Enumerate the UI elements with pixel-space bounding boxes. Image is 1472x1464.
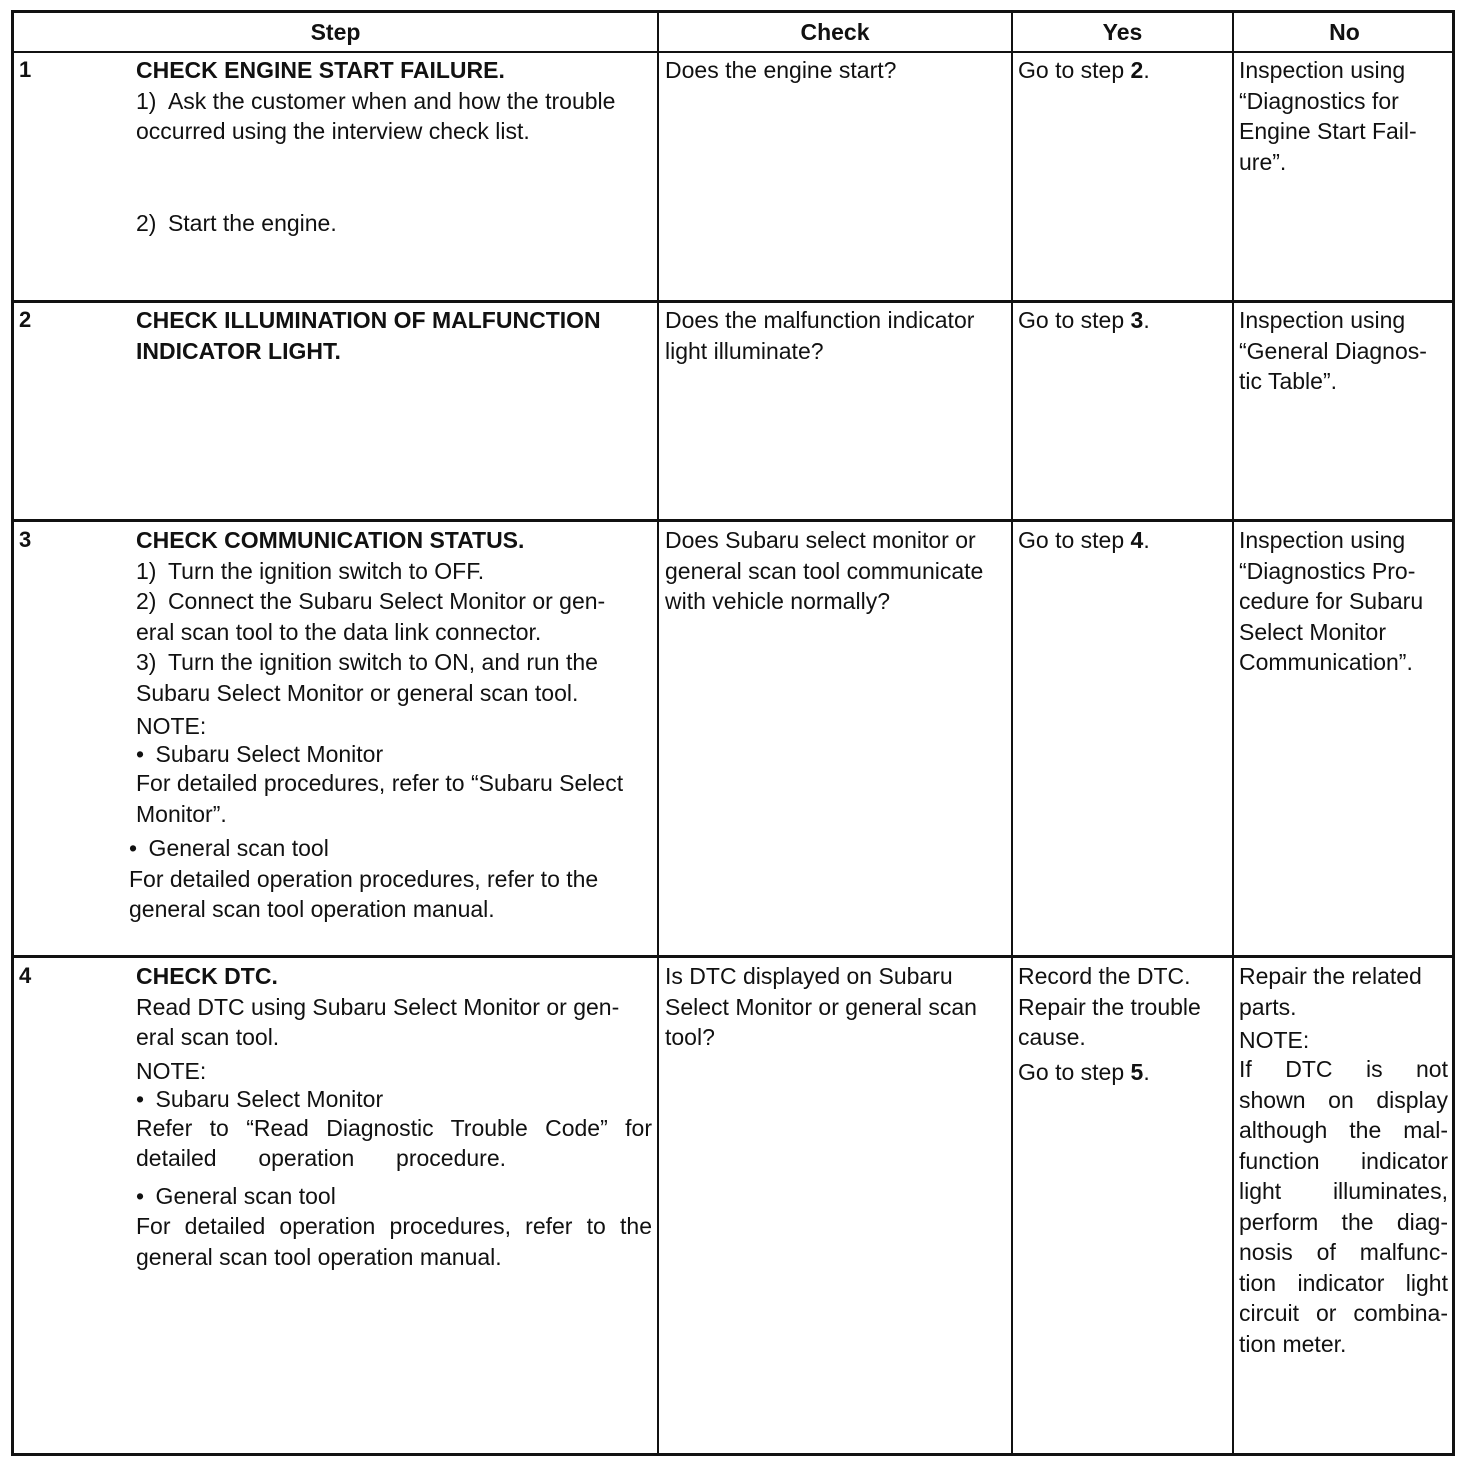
step-title: CHECK COMMUNICATION STATUS. [136, 527, 525, 553]
note-label: NOTE: [136, 1057, 207, 1084]
check-line: Does Subaru select monitor or [665, 527, 976, 553]
note-bullet: • General scan tool [136, 1182, 336, 1209]
check-content [665, 305, 974, 366]
yes-goto: Go to step 5. [1018, 1058, 1150, 1085]
no-line: “Diagnostics Pro- [1239, 557, 1416, 584]
no-line: Inspection using [1239, 307, 1406, 333]
no-line: “General Diagnos- [1239, 337, 1427, 364]
header-step: Step [310, 19, 361, 45]
yes-line: Record the DTC. [1018, 963, 1191, 989]
row-divider [14, 300, 1452, 303]
step-content [136, 961, 652, 1272]
no-note-line: circuit or combina- [1239, 1300, 1448, 1326]
yes-goto: Go to step 2. [1018, 57, 1150, 83]
step-content [129, 525, 624, 925]
column-divider [1011, 13, 1013, 1453]
note-line: general scan tool operation manual. [129, 896, 495, 922]
no-line: Inspection using [1239, 527, 1406, 553]
no-note-line: tion meter. [1239, 1330, 1347, 1357]
step-number: 3 [19, 527, 32, 552]
note-bullet: • Subaru Select Monitor [136, 741, 384, 767]
note-line: general scan tool operation manual. [136, 1243, 502, 1270]
yes-goto: Go to step 4. [1018, 527, 1150, 553]
no-line: tic Table”. [1239, 368, 1338, 394]
no-note-label: NOTE: [1239, 1027, 1310, 1053]
yes-line: Repair the trouble [1018, 993, 1201, 1020]
no-note-line: nosis of malfunc- [1239, 1239, 1448, 1265]
step-title: CHECK ENGINE START FAILURE. [136, 57, 505, 83]
step-line: occurred using the interview check list. [136, 118, 530, 144]
step-title: INDICATOR LIGHT. [136, 337, 341, 364]
step-title: CHECK ILLUMINATION OF MALFUNCTION [136, 307, 601, 333]
no-line: “Diagnostics for [1239, 87, 1399, 114]
no-content [1239, 525, 1423, 678]
step-line: 2) Start the engine. [136, 209, 337, 236]
row-divider [14, 519, 1452, 522]
step-line: 3) Turn the ignition switch to ON, and run the [136, 649, 598, 675]
check-content [665, 961, 977, 1053]
yes-goto: Go to step 3. [1018, 307, 1150, 333]
no-content [1239, 305, 1427, 397]
step-line: 1) Turn the ignition switch to OFF. [136, 557, 485, 584]
check-content [665, 525, 983, 617]
no-content [1239, 961, 1448, 1359]
column-divider [657, 13, 659, 1453]
note-bullet: • Subaru Select Monitor [136, 1085, 384, 1112]
step-number: 2 [19, 307, 32, 332]
step-line: 2) Connect the Subaru Select Monitor or gen- [136, 588, 606, 614]
yes-content [1018, 305, 1150, 336]
check-line: light illuminate? [665, 337, 824, 364]
note-bullet: • General scan tool [129, 835, 329, 861]
step-title: CHECK DTC. [136, 963, 278, 989]
check-line: Does the engine start? [665, 57, 897, 83]
no-line: Communication”. [1239, 649, 1413, 675]
no-line: parts. [1239, 993, 1297, 1020]
no-note-line: function indicator [1239, 1147, 1448, 1174]
yes-line: cause. [1018, 1024, 1086, 1050]
no-line: ure”. [1239, 148, 1287, 175]
note-label: NOTE: [136, 713, 207, 739]
diagnostic-table [11, 10, 1455, 1456]
note-line: detailed operation procedure. [136, 1145, 506, 1171]
step-number: 1 [19, 57, 32, 82]
header-no: No [1329, 19, 1360, 45]
yes-content [1018, 961, 1201, 1087]
column-divider [1232, 13, 1234, 1453]
check-line: Select Monitor or general scan [665, 993, 977, 1020]
no-note-line: shown on display [1239, 1086, 1448, 1113]
note-line: For detailed operation procedures, refer to the [136, 1213, 652, 1239]
check-line: tool? [665, 1024, 715, 1050]
step-number: 4 [19, 963, 32, 988]
no-line: Inspection using [1239, 57, 1406, 83]
no-line: Select Monitor [1239, 618, 1387, 645]
step-line: Subaru Select Monitor or general scan tool. [136, 679, 579, 706]
note-line: Monitor”. [136, 800, 227, 827]
row-divider [14, 955, 1452, 958]
no-content [1239, 55, 1417, 177]
step-line: Read DTC using Subaru Select Monitor or gen- [136, 993, 620, 1020]
check-content [665, 55, 896, 86]
step-line: eral scan tool. [136, 1024, 280, 1050]
step-content [136, 55, 656, 238]
note-line: For detailed procedures, refer to “Subaru Select [136, 770, 624, 796]
no-note-line: perform the diag- [1239, 1208, 1448, 1235]
note-line: Refer to “Read Diagnostic Trouble Code” for [136, 1114, 652, 1141]
no-line: Engine Start Fail- [1239, 118, 1417, 144]
no-line: Repair the related [1239, 963, 1422, 989]
note-line: For detailed operation procedures, refer to the [129, 865, 599, 892]
no-note-line: light illuminates, [1239, 1178, 1448, 1204]
step-content [136, 305, 601, 366]
step-line: 1) Ask the customer when and how the trouble [136, 87, 616, 114]
no-note-line: If DTC is not [1239, 1056, 1448, 1082]
check-line: Is DTC displayed on Subaru [665, 963, 953, 989]
check-line: general scan tool communicate [665, 557, 984, 584]
yes-content [1018, 525, 1150, 556]
no-note-line: although the mal- [1239, 1117, 1448, 1143]
no-line: cedure for Subaru [1239, 588, 1424, 614]
check-line: Does the malfunction indicator [665, 307, 975, 333]
yes-content [1018, 55, 1150, 86]
header-yes: Yes [1102, 19, 1143, 45]
step-line: eral scan tool to the data link connector. [136, 618, 542, 645]
check-line: with vehicle normally? [665, 588, 890, 614]
no-note-line: tion indicator light [1239, 1269, 1448, 1296]
header-check: Check [800, 19, 870, 45]
